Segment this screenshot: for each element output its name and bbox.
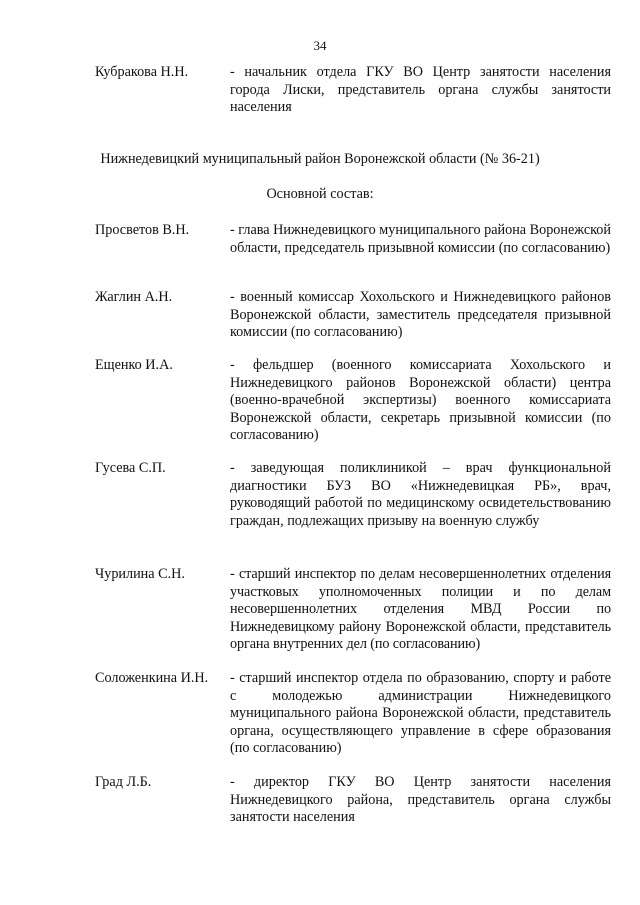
member-role: - старший инспектор по делам несовершеннолетних отделения участковых уполномоченных полиции и по делам несовершеннолетних отделения МВД России по Нижнедевицкому району Воронежской области, представитель органа внутренних дел (по согласованию) [230,566,611,652]
member-name: Ещенко И.А. [95,357,173,373]
district-title: Нижнедевицкий муниципальный район Воронежской области (№ 36-21) [100,151,540,167]
member-name: Кубракова Н.Н. [95,64,189,80]
member-name: Жаглин А.Н. [95,289,173,305]
member-role: - глава Нижнедевицкого муниципального района Воронежской области, председатель призывной комиссии (по согласованию) [230,222,611,256]
member-role: - фельдшер (военного комиссариата Хохольского и Нижнедевицкого районов Воронежской области) центра (военно-врачебной экспертизы) военного комиссариата Воронежской области, секретарь призывной комиссии (по согласованию) [230,357,611,443]
member-role: - заведующая поликлиникой – врач функциональной диагностики БУЗ ВО «Нижнедевицкая РБ», врач, руководящий работой по медицинскому освидетельствованию граждан, подлежащих призыву на военную службу [230,460,611,529]
member-name: Град Л.Б. [95,774,152,790]
composition-title: Основной состав: [266,186,374,202]
member-role: - старший инспектор отдела по образованию, спорту и работе с молодежью администрации Нижнедевицкого муниципального района Воронежской области, представитель органа, осуществляющего управление в сфере образования (по согласованию) [230,670,611,756]
member-name: Просветов В.Н. [95,222,190,238]
member-name: Чурилина С.Н. [95,566,185,582]
member-name: Соложенкина И.Н. [95,670,209,686]
member-name: Гусева С.П. [95,460,166,476]
page-number: 34 [313,38,327,53]
member-role: - начальник отдела ГКУ ВО Центр занятости населения города Лиски, представитель органа службы занятости населения [230,64,611,115]
member-role: - военный комиссар Хохольского и Нижнедевицкого районов Воронежской области, заместитель председателя призывной комиссии (по согласованию) [230,289,611,340]
member-role: - директор ГКУ ВО Центр занятости населения Нижнедевицкого района, представитель органа службы занятости населения [230,774,611,825]
